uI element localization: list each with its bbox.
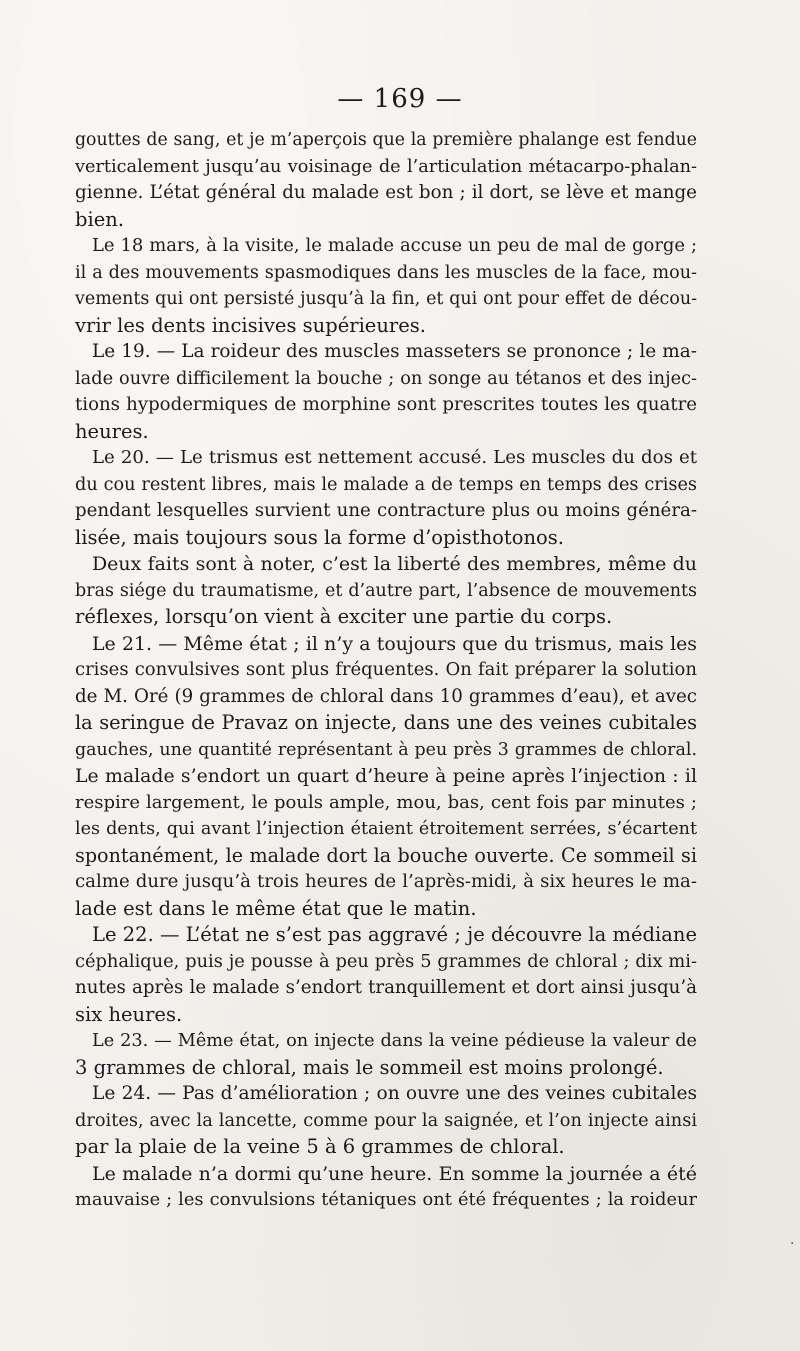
page-speck: ·	[790, 1236, 795, 1252]
text-line: pendant lesquelles survient une contracture plus ou moins généra-	[75, 500, 697, 521]
text-line: Deux faits sont à noter, c’est la liberté des membres, même du	[92, 553, 697, 575]
text-line: tions hypodermiques de morphine sont prescrites toutes les quatre	[75, 394, 697, 415]
text-line: Le 20. — Le trismus est nettement accusé. Les muscles du dos et	[92, 447, 697, 468]
text-line: lade est dans le même état que le matin.	[75, 896, 477, 920]
text-line: droites, avec la lancette, comme pour la saignée, et l’on injecte ainsi	[75, 1110, 697, 1131]
text-line: spontanément, le malade dort la bouche ouverte. Ce sommeil si	[75, 843, 697, 867]
text-line: Le 18 mars, à la visite, le malade accuse un peu de mal de gorge ;	[92, 235, 697, 256]
text-line: Le 23. — Même état, on injecte dans la veine pédieuse la valeur de	[92, 1031, 697, 1051]
text-line: par la plaie de la veine 5 à 6 grammes de chloral.	[75, 1135, 565, 1158]
text-line: gouttes de sang, et je m’aperçois que la première phalange est fendue	[75, 130, 697, 150]
text-line: gienne. L’état général du malade est bon ; il dort, se lève et mange	[75, 182, 697, 203]
text-line: Le 24. — Pas d’amélioration ; on ouvre une des veines cubitales	[92, 1083, 697, 1104]
text-line: bras siége du traumatisme, et d’autre part, l’absence de mouvements	[75, 580, 697, 601]
text-line: nutes après le malade s’endort tranquillement et dort ainsi jusqu’à	[75, 977, 697, 998]
text-line: 3 grammes de chloral, mais le sommeil est moins prolongé.	[75, 1055, 664, 1079]
text-line: la seringue de Pravaz on injecte, dans une des veines cubitales	[75, 711, 697, 734]
page-number: — 169 —	[337, 84, 463, 114]
text-line: Le 19. — La roideur des muscles masseters se prononce ; le ma-	[92, 341, 697, 362]
body-text	[75, 127, 697, 1214]
text-line: de M. Oré (9 grammes de chloral dans 10 grammes d’eau), et avec	[75, 685, 697, 707]
text-line: céphalique, puis je pousse à peu près 5 grammes de chloral ; dix mi-	[75, 950, 697, 972]
text-line: réflexes, lorsqu’on vient à exciter une partie du corps.	[75, 605, 613, 628]
text-line: vements qui ont persisté jusqu’à la fin, et qui ont pour effet de décou-	[75, 289, 697, 309]
text-line: crises convulsives sont plus fréquentes. On fait préparer la solution	[75, 659, 697, 680]
text-line: lade ouvre difficilement la bouche ; on songe au tétanos et des injec-	[75, 368, 697, 389]
text-line: mauvaise ; les convulsions tétaniques ont été fréquentes ; la roideur	[75, 1189, 697, 1210]
text-line: il a des mouvements spasmodiques dans les muscles de la face, mou-	[75, 262, 697, 283]
text-line: calme dure jusqu’à trois heures de l’après-midi, à six heures le ma-	[75, 871, 697, 892]
text-line: Le malade n’a dormi qu’une heure. En somme la journée a été	[92, 1162, 697, 1185]
text-line: respire largement, le pouls ample, mou, bas, cent fois par minutes ;	[75, 791, 697, 813]
text-line: lisée, mais toujours sous la forme d’opisthotonos.	[75, 525, 564, 549]
text-line: six heures.	[75, 1002, 183, 1026]
text-line: heures.	[75, 419, 149, 443]
text-line: verticalement jusqu’au voisinage de l’articulation métacarpo-phalan-	[75, 156, 697, 177]
text-line: du cou restent libres, mais le malade a de temps en temps des crises	[75, 474, 697, 495]
text-line: bien.	[75, 207, 125, 231]
text-line: vrir les dents incisives supérieures.	[75, 313, 426, 337]
text-line: les dents, qui avant l’injection étaient étroitement serrées, s’écartent	[75, 819, 697, 839]
text-line: Le malade s’endort un quart d’heure à peine après l’injection : il	[75, 765, 697, 787]
text-line: Le 21. — Même état ; il n’y a toujours que du trismus, mais les	[92, 632, 697, 655]
text-line: Le 22. — L’état ne s’est pas aggravé ; je découvre la médiane	[92, 923, 697, 946]
text-line: gauches, une quantité représentant à peu près 3 grammes de chloral.	[75, 739, 697, 760]
